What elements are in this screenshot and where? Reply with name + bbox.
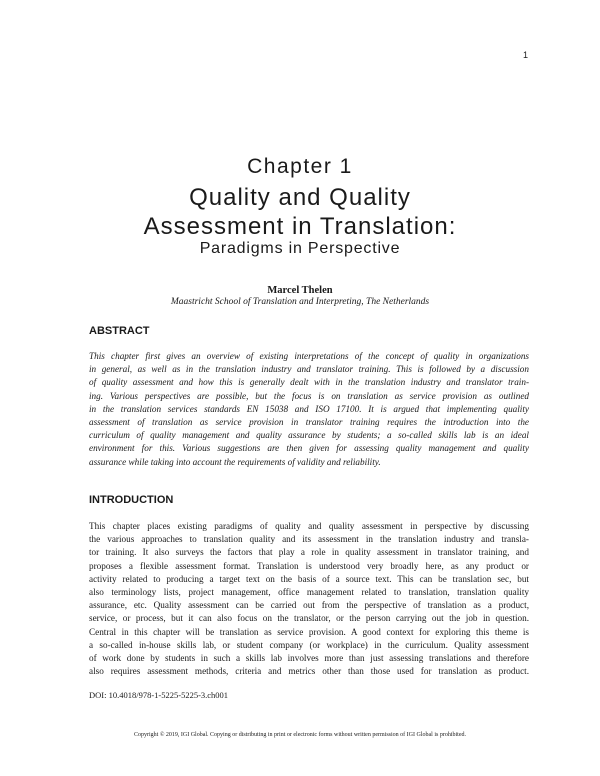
introduction-line: a so-called in-house skills lab, or student company (or workplace) in the curriculum. Quality assessment [89, 639, 529, 650]
introduction-line: Central in this chapter will be translation as service provision. A good context for exploring this theme is [89, 626, 529, 637]
introduction-line: also requires assessment methods, criteria and metrics other than those used for translation as product. [89, 666, 529, 677]
title-line-2: Assessment in Translation: [143, 213, 457, 240]
abstract-line: assessment of translation as service provision in translator training requires the introduction into the [89, 417, 529, 428]
introduction-paragraph [89, 520, 529, 678]
introduction-line: also terminology lists, project management, office management related to translation, translation quality [89, 587, 529, 598]
introduction-line: assurance, etc. Quality assessment can be carried out from the perspective of translation as a product, [89, 600, 529, 611]
introduction-heading: INTRODUCTION [89, 494, 174, 506]
abstract-line: ing. Various perspectives are possible, but the focus is on translation as service provision as outlined [89, 390, 529, 401]
doi-line: DOI: 10.4018/978-1-5225-5225-3.ch001 [89, 690, 229, 700]
introduction-line: tor training. It also surveys the factors that play a role in quality assessment in translator training, and [89, 547, 529, 558]
abstract-line: curriculum of quality management and quality assurance by students; a so-called skills lab is an ideal [89, 430, 529, 441]
introduction-line: the various approaches to translation quality and its assessment in the translation industry and transla- [89, 534, 529, 545]
abstract-paragraph [89, 350, 529, 469]
chapter-subtitle: Paradigms in Perspective [199, 240, 401, 257]
introduction-line: proposes a flexible assessment format. Translation is understood very broadly here, as any product or [89, 560, 529, 571]
chapter-title [0, 183, 600, 241]
abstract-heading: ABSTRACT [89, 325, 150, 337]
abstract-line: This chapter first gives an overview of existing interpretations of the concept of quality in organizations [89, 351, 529, 361]
chapter-label: Chapter 1 [247, 155, 353, 178]
abstract-line: in general, as well as in the translation industry and translator training. This is followed by a discussion [89, 364, 529, 375]
introduction-line: activity related to producing a target text on the basis of a source text. This can be translation sec, but [89, 573, 529, 584]
abstract-line: assurance while taking into account the requirements of validity and reliability. [89, 456, 381, 467]
introduction-line: This chapter places existing paradigms of quality and quality assessment in perspective by discussing [89, 521, 529, 531]
abstract-line: in the translation services standards EN 15038 and ISO 17100. It is argued that implementing quality [89, 403, 529, 414]
abstract-line: of quality assessment and how this is generally dealt with in the translation industry and translator train- [89, 377, 529, 388]
author-affiliation: Maastricht School of Translation and Interpreting, The Netherlands [170, 297, 430, 307]
title-line-1: Quality and Quality [189, 184, 411, 211]
abstract-line: environment for this. Various suggestions are then given for assessing quality management and quality [89, 443, 529, 454]
introduction-line: of work done by students in such a skills lab involves more than just assessing translations and therefore [89, 653, 529, 664]
copyright-notice: Copyright © 2019, IGI Global. Copying or distributing in print or electronic forms without written permission of IGI Global is prohibited. [133, 732, 466, 738]
introduction-line: service, or process, but it can also focus on the translator, or the person carrying out the job in question. [89, 613, 529, 624]
author-name: Marcel Thelen [267, 285, 333, 296]
page-number: 1 [522, 50, 528, 60]
